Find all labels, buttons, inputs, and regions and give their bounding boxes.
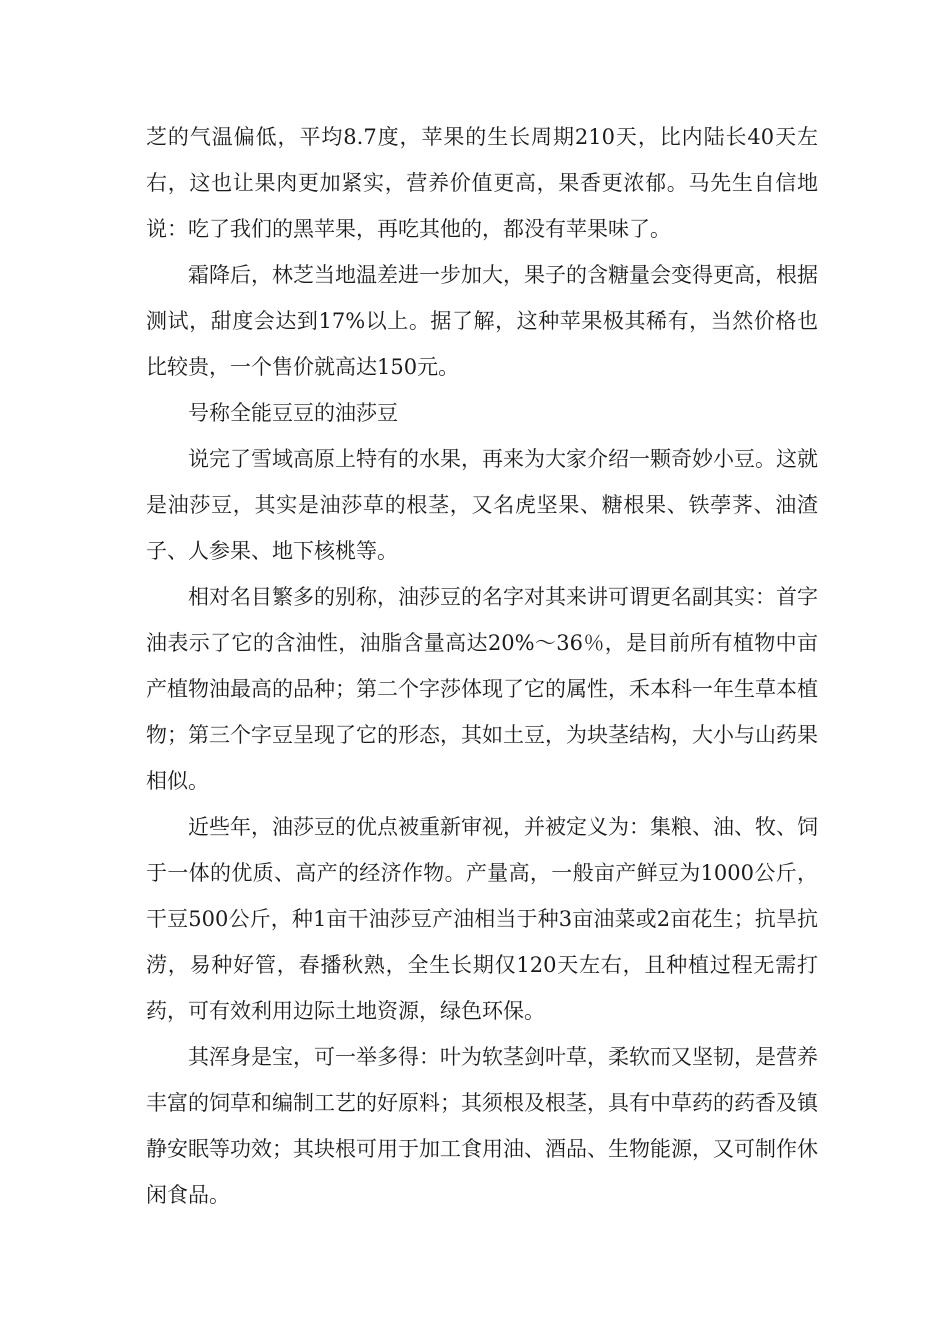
paragraph-tigernut-intro: 说完了雪域高原上特有的水果，再来为大家介绍一颗奇妙小豆。这就是油莎豆，其实是油莎草的根茎，又名虎坚果、糖根果、铁荸荠、油渣子、人参果、地下核桃等。 — [146, 447, 818, 563]
paragraph-apple-sugar: 霜降后，林芝当地温差进一步加大，果子的含糖量会变得更高，根据测试，甜度会达到17%以上。据了解，这种苹果极其稀有，当然价格也比较贵，一个售价就高达150元。 — [146, 263, 818, 379]
document-body — [146, 114, 818, 1218]
paragraph-tigernut-name: 相对名目繁多的别称，油莎豆的名字对其来讲可谓更名副其实：首字油表示了它的含油性，油脂含量高达20%～36％，是目前所有植物中亩产植物油最高的品种；第二个字莎体现了它的属性，禾本科一年生草本植物；第三个字豆呈现了它的形态，其如土豆，为块茎结构，大小与山药果相似。 — [146, 585, 818, 793]
section-heading-tigernut: 号称全能豆豆的油莎豆 — [188, 401, 398, 425]
paragraph-apple-climate: 芝的气温偏低，平均8.7度，苹果的生长周期210天，比内陆长40天左右，这也让果肉更加紧实，营养价值更高，果香更浓郁。马先生自信地说：吃了我们的黑苹果，再吃其他的，都没有苹果味了。 — [146, 125, 818, 241]
paragraph-tigernut-uses: 其浑身是宝，可一举多得：叶为软茎剑叶草，柔软而又坚韧，是营养丰富的饲草和编制工艺的好原料；其须根及根茎，具有中草药的药香及镇静安眠等功效；其块根可用于加工食用油、酒品、生物能源，又可制作休闲食品。 — [146, 1045, 818, 1207]
paragraph-tigernut-advantages: 近些年，油莎豆的优点被重新审视，并被定义为：集粮、油、牧、饲于一体的优质、高产的经济作物。产量高，一般亩产鲜豆为1000公斤，干豆500公斤，种1亩干油莎豆产油相当于种3亩油菜或2亩花生；抗旱抗涝，易种好管，春播秋熟，全生长期仅120天左右，且种植过程无需打药，可有效利用边际土地资源，绿色环保。 — [146, 815, 818, 1023]
